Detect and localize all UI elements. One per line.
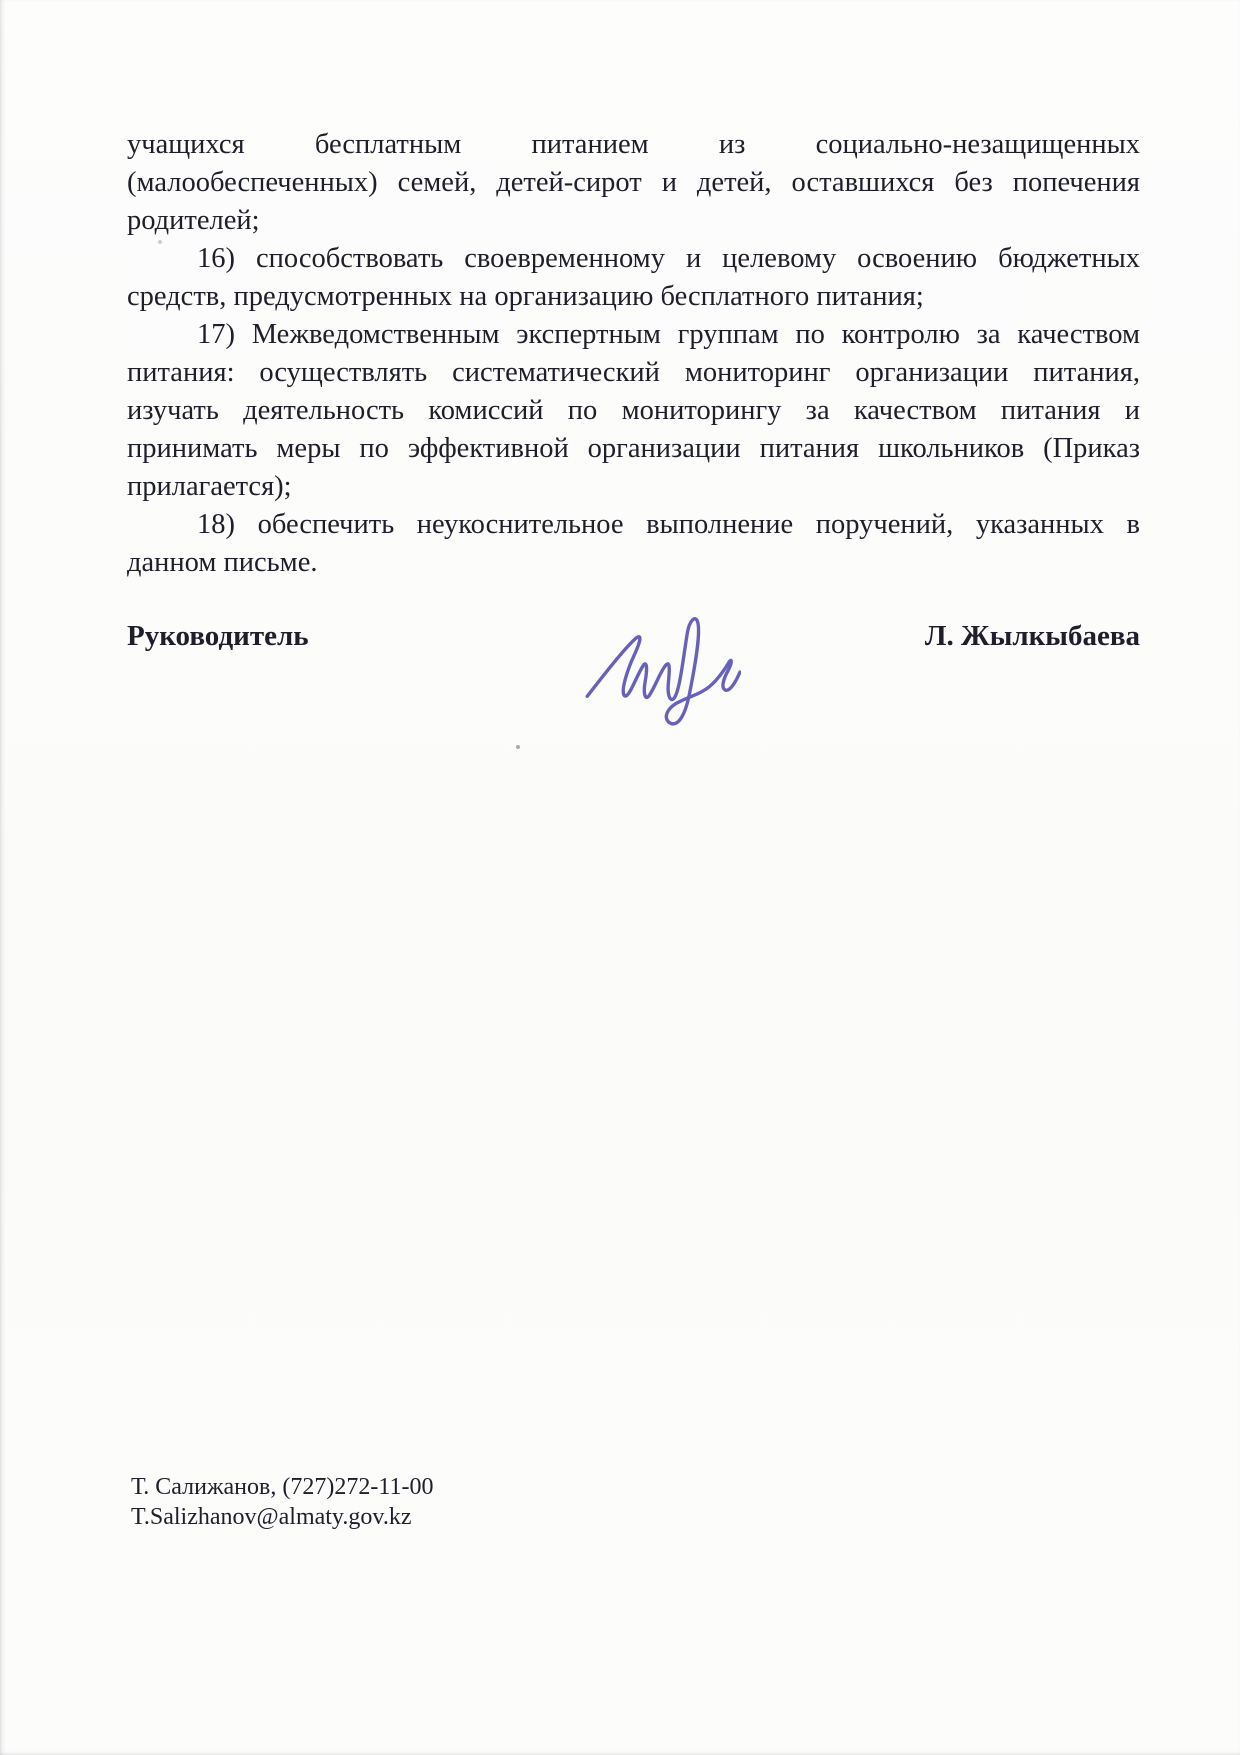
contact-email: T.Salizhanov@almaty.gov.kz — [131, 1504, 412, 1530]
paragraph-continuation: учащихся бесплатным питанием из социально-незащищенных (малообеспеченных) семей, детей-сирот и детей, оставшихся без попечения родителей; — [127, 129, 1140, 236]
footer-contact-block — [131, 1472, 433, 1532]
signoff-name: Л. Жылкыбаева — [924, 620, 1140, 652]
paragraph-item-18: 18) обеспечить неукоснительное выполнение поручений, указанных в данном письме. — [127, 509, 1140, 578]
signoff-role: Руководитель — [127, 620, 309, 652]
signature-icon — [583, 612, 741, 728]
scan-speck — [516, 745, 520, 749]
contact-name-phone: Т. Салижанов, (727)272-11-00 — [131, 1474, 434, 1500]
letter-body — [127, 126, 1140, 582]
paragraph-item-16: 16) способствовать своевременному и целевому освоению бюджетных средств, предусмотренных на организацию бесплатного питания; — [127, 243, 1140, 312]
signature-ink — [583, 612, 741, 728]
paragraph-item-17: 17) Межведомственным экспертным группам по контролю за качеством питания: осуществлять систематический мониторинг организации питания, изучать деятельность комиссий по мониторингу за качеством питания и принимать меры по эффективной организации питания школьников (Приказ прилагается); — [127, 319, 1140, 502]
scan-speck — [158, 240, 162, 244]
